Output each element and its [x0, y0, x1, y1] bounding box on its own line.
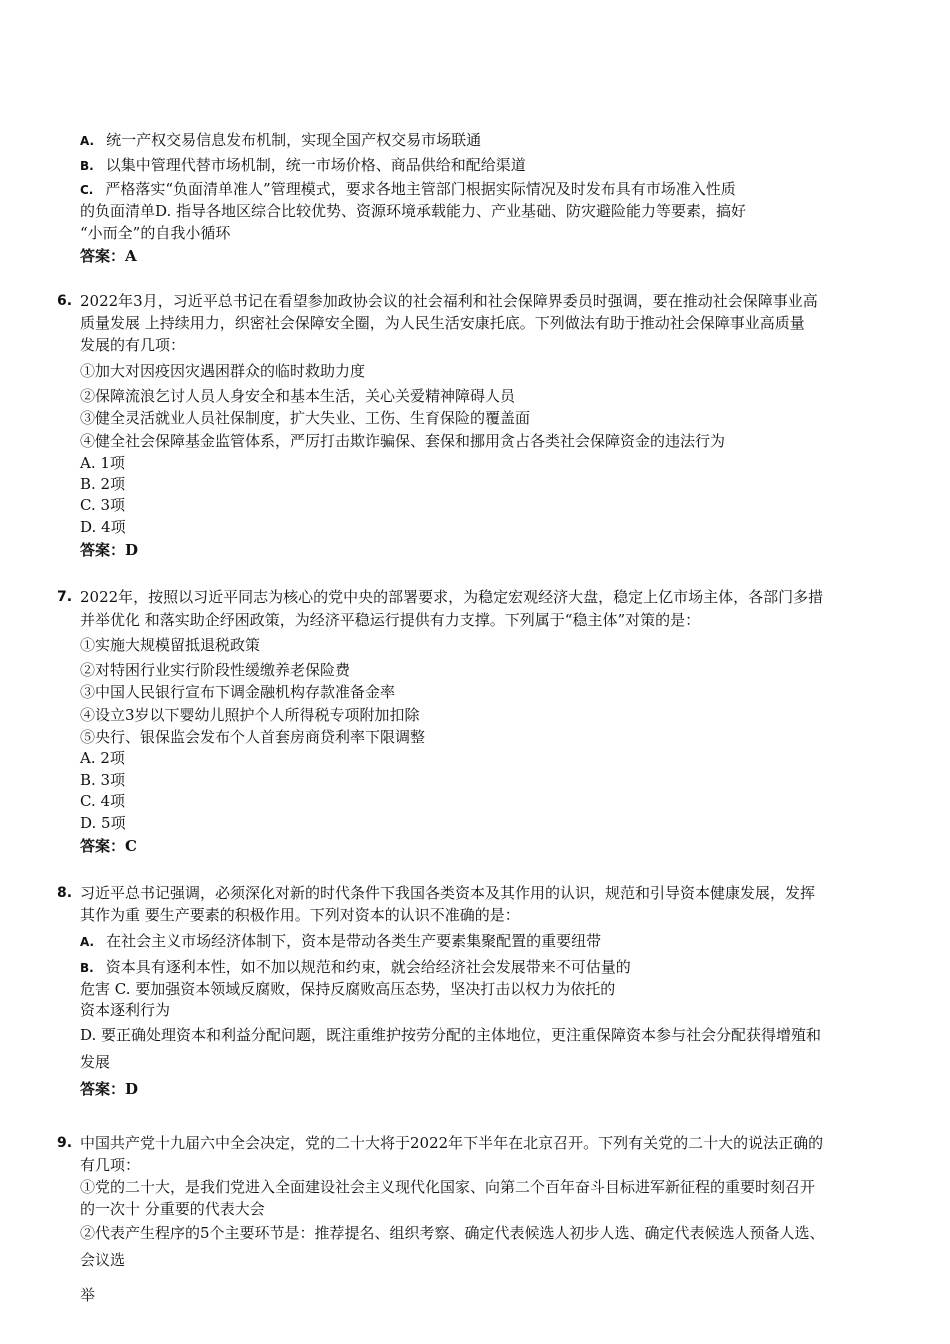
q7-option: A. 2项 — [80, 749, 125, 767]
q6-item: ②保障流浪乞讨人员人身安全和基本生活，关心关爱精神障碍人员 — [80, 387, 516, 405]
q6-item: ①加大对因疫因灾遇困群众的临时救助力度 — [80, 362, 366, 380]
q7-item: ③中国人民银行宣布下调金融机构存款准备金率 — [80, 683, 396, 701]
q5-option-b: B. 以集中管理代替市场机制，统一市场价格、商品供给和配给渠道 — [80, 156, 526, 174]
q5-wrap-line: “小而全”的自我小循环 — [80, 224, 231, 242]
q5-option-a: A. 统一产权交易信息发布机制，实现全国产权交易市场联通 — [80, 131, 482, 149]
q9-number: 9. — [57, 1135, 73, 1151]
q9-item-line: ②代表产生程序的5个主要环节是：推荐提名、组织考察、确定代表候选人初步人选、确定代表候选人预备人选、 — [80, 1224, 825, 1242]
q6-item: ④健全社会保障基金监管体系，严厉打击欺诈骗保、套保和挪用贪占各类社会保障资金的违法行为 — [80, 432, 726, 450]
q9-item-line: 会议选 — [80, 1251, 126, 1269]
q8-number: 8. — [57, 885, 73, 901]
q6-option: C. 3项 — [80, 496, 126, 514]
q8-stem-line: 其作为重 要生产要素的积极作用。下列对资本的认识不准确的是： — [80, 906, 520, 924]
q8-option-b: B. 资本具有逐利本性，如不加以规范和约束，就会给经济社会发展带来不可估量的 — [80, 958, 631, 976]
q6-number: 6. — [57, 293, 73, 309]
q6-stem-line: 发展的有几项： — [80, 336, 186, 354]
q5-wrap-line: 的负面清单D. 指导各地区综合比较优势、资源环境承载能力、产业基础、防灾避险能力等要素，搞好 — [80, 202, 747, 220]
q8-option-d: D. 要正确处理资本和利益分配问题，既注重维护按劳分配的主体地位，更注重保障资本参与社会分配获得增殖和 — [80, 1026, 822, 1044]
q6-stem-line: 质量发展 上持续用力，织密社会保障安全圈，为人民生活安康托底。下列做法有助于推动社会保障事业高质量 — [80, 314, 805, 332]
q7-option: C. 4项 — [80, 792, 126, 810]
q7-item: ⑤央行、银保监会发布个人首套房商贷利率下限调整 — [80, 728, 426, 746]
q8-wrap-line: 发展 — [80, 1053, 111, 1071]
q7-stem-line: 并举优化 和落实助企纾困政策，为经济平稳运行提供有力支撑。下列属于“稳主体”对策的是： — [80, 611, 701, 629]
q7-answer: 答案：C — [80, 837, 137, 855]
q8-wrap-line: 危害 C. 要加强资本领域反腐败，保持反腐败高压态势，坚决打击以权力为依托的 — [80, 980, 616, 998]
q7-item: ④设立3岁以下婴幼儿照护个人所得税专项附加扣除 — [80, 706, 420, 724]
q7-item: ①实施大规模留抵退税政策 — [80, 636, 261, 654]
q7-stem-line: 2022年，按照以习近平同志为核心的党中央的部署要求，为稳定宏观经济大盘，稳定上亿市场主体，各部门多措 — [80, 588, 824, 606]
q8-option-a: A. 在社会主义市场经济体制下，资本是带动各类生产要素集聚配置的重要纽带 — [80, 932, 602, 950]
q8-answer: 答案：D — [80, 1080, 139, 1098]
q9-item-line: 的一次十 分重要的代表大会 — [80, 1200, 265, 1218]
q9-stem-line: 中国共产党十九届六中全会决定，党的二十大将于2022年下半年在北京召开。下列有关党的二十大的说法正确的 — [80, 1134, 824, 1152]
q7-item: ②对特困行业实行阶段性缓缴养老保险费 — [80, 661, 351, 679]
q6-option: D. 4项 — [80, 518, 126, 536]
q6-option: B. 2项 — [80, 475, 126, 493]
q5-answer: 答案：A — [80, 247, 137, 265]
q7-option: B. 3项 — [80, 771, 126, 789]
q7-number: 7. — [57, 589, 73, 605]
q9-item-line: ①党的二十大，是我们党进入全面建设社会主义现代化国家、向第二个百年奋斗目标进军新征程的重要时刻召开 — [80, 1178, 816, 1196]
q6-item: ③健全灵活就业人员社保制度，扩大失业、工伤、生育保险的覆盖面 — [80, 409, 531, 427]
q8-stem-line: 习近平总书记强调，必须深化对新的时代条件下我国各类资本及其作用的认识，规范和引导资本健康发展，发挥 — [80, 884, 816, 902]
q5-option-c: C. 严格落实“负面清单准人”管理模式，要求各地主管部门根据实际情况及时发布具有市场准入性质 — [80, 180, 736, 198]
q7-option: D. 5项 — [80, 814, 126, 832]
q9-item-line: 举 — [80, 1286, 96, 1304]
q6-answer: 答案：D — [80, 541, 139, 559]
q8-wrap-line: 资本逐利行为 — [80, 1001, 171, 1019]
q6-stem-line: 2022年3月，习近平总书记在看望参加政协会议的社会福利和社会保障界委员时强调，要在推动社会保障事业高 — [80, 292, 818, 310]
q6-option: A. 1项 — [80, 454, 125, 472]
q9-stem-line: 有几项： — [80, 1156, 141, 1174]
